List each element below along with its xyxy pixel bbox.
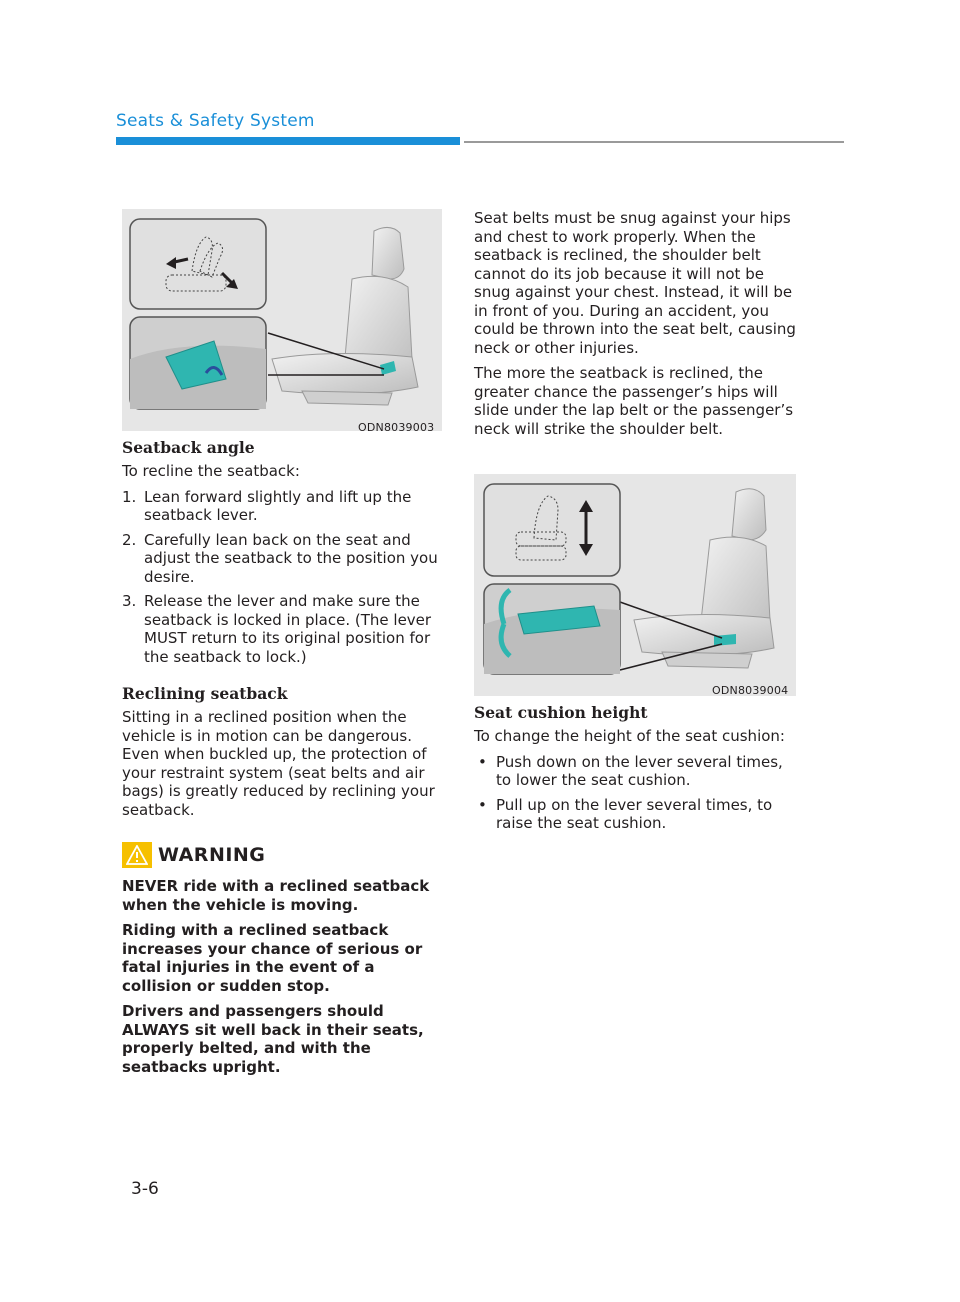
- bullet-marker: •: [478, 752, 487, 771]
- list-item: [474, 753, 796, 790]
- warning-title: WARNING: [158, 844, 266, 866]
- header-accent-bar: [116, 137, 460, 145]
- warning-line: NEVER ride with a reclined seatback when the vehicle is moving.: [122, 877, 430, 914]
- page-number: 3-6: [131, 1179, 159, 1199]
- bullet-text: Push down on the lever several times, to lower the seat cushion.: [496, 752, 783, 789]
- right-column: [474, 209, 796, 445]
- reclining-text: Sitting in a reclined position when the vehicle is in motion can be dangerous. Even when buckled up, the protection of your restraint system (seat belts and air bags) is greatly reduced by reclining your seatback.: [122, 708, 435, 819]
- seat-cushion-height-illustration: [474, 474, 796, 696]
- left-column: [122, 438, 444, 1083]
- list-item: [122, 531, 444, 587]
- seatback-angle-intro: To recline the seatback:: [122, 462, 300, 480]
- seat-cushion-bullets: [474, 753, 796, 833]
- warning-line: Riding with a reclined seatback increases your chance of serious or fatal injuries in the event of a collision or sudden stop.: [122, 921, 423, 995]
- seat-cushion-intro: To change the height of the seat cushion:: [474, 727, 785, 745]
- seatback-angle-steps: [122, 488, 444, 667]
- recline-risk-paragraph: The more the seatback is reclined, the greater chance the passenger’s hips will slide under the lap belt or the passenger’s neck will strike the shoulder belt.: [474, 364, 794, 438]
- seatback-angle-illustration: [122, 209, 442, 431]
- step-number: 3.: [122, 592, 137, 610]
- list-item: [122, 488, 444, 525]
- figure-code: ODN8039004: [712, 684, 789, 697]
- list-item: [122, 592, 444, 666]
- figure-code: ODN8039003: [358, 421, 435, 434]
- bullet-marker: •: [478, 795, 487, 814]
- seatback-angle-heading: Seatback angle: [122, 438, 255, 457]
- seat-cushion-heading: Seat cushion height: [474, 703, 648, 722]
- seat-cushion-section: [474, 703, 796, 839]
- list-item: [474, 796, 796, 833]
- header-divider: [464, 141, 844, 143]
- reclining-heading: Reclining seatback: [122, 684, 288, 703]
- step-number: 1.: [122, 487, 137, 506]
- step-text: Carefully lean back on the seat and adjust the seatback to the position you desire.: [144, 530, 438, 586]
- warning-header: [122, 842, 444, 868]
- step-text: Release the lever and make sure the seatback is locked in place. (The lever MUST return to its original position for the seatback to lock.): [144, 592, 432, 666]
- warning-triangle-icon: [122, 842, 152, 868]
- section-title: Seats & Safety System: [116, 111, 315, 131]
- step-number: 2.: [122, 530, 137, 549]
- step-text: Lean forward slightly and lift up the seatback lever.: [144, 487, 412, 524]
- warning-line: Drivers and passengers should ALWAYS sit well back in their seats, properly belted, and with the seatbacks upright.: [122, 1002, 424, 1076]
- warning-box: [122, 842, 444, 1076]
- seatbelt-paragraph: Seat belts must be snug against your hips and chest to work properly. When the seatback is reclined, the shoulder belt cannot do its job because it will not be snug against your chest. Instead, it will be in front of you. During an accident, you could be thrown into the seat belt, causing neck or other injuries.: [474, 209, 796, 357]
- bullet-text: Pull up on the lever several times, to raise the seat cushion.: [496, 795, 773, 832]
